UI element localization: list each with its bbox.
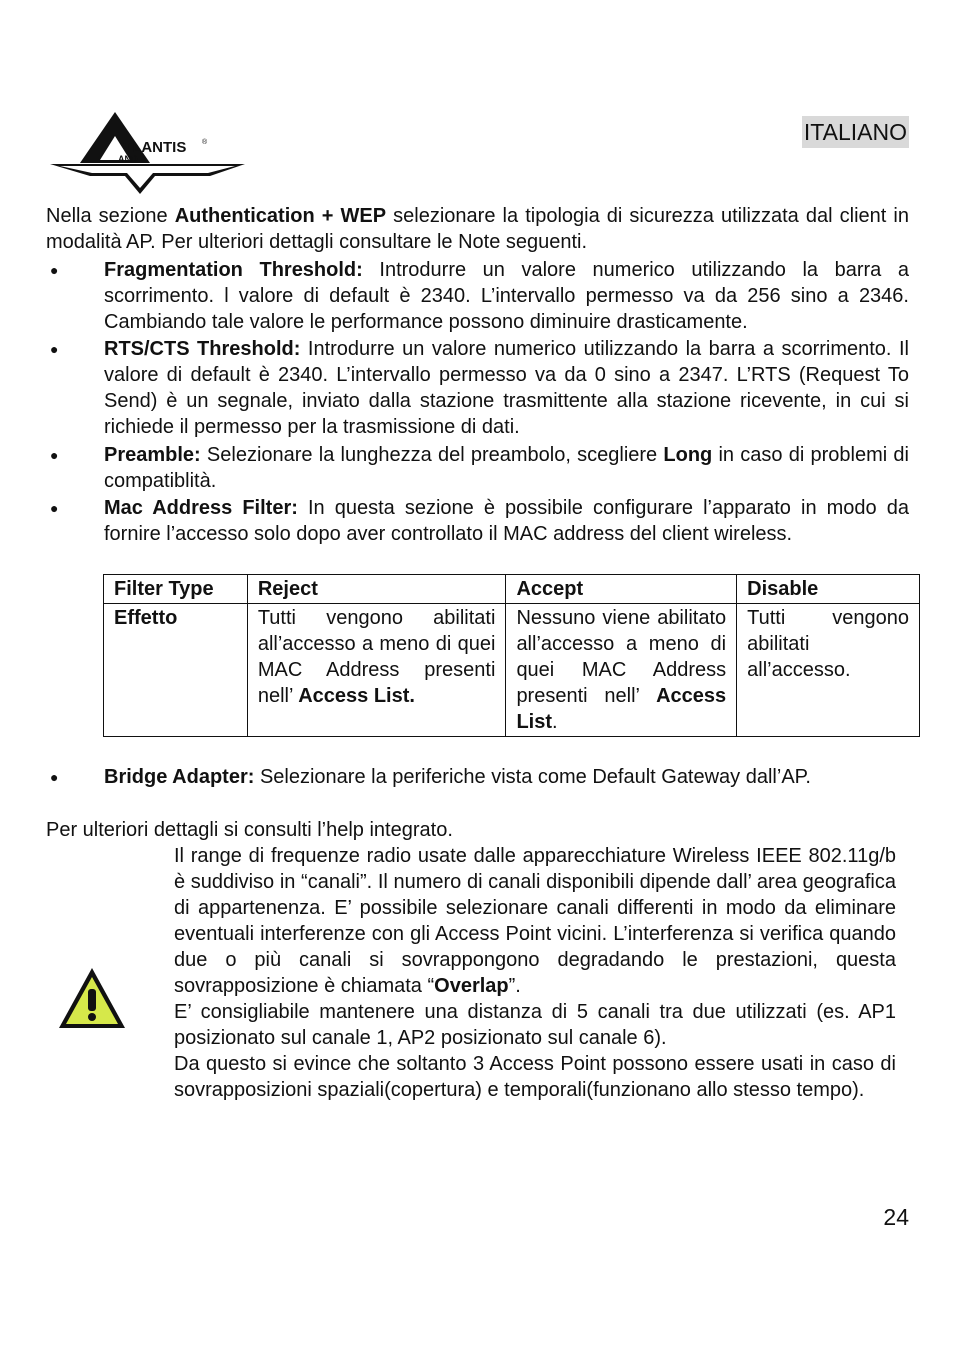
bullet-bridge-adapter: ● Bridge Adapter: Selezionare la periferiche vista come Default Gateway dall’AP. xyxy=(50,766,811,788)
bullet-mac-address-filter: ● Mac Address Filter: In questa sezione è possibile configurare l’apparato in modo da fornire l’accesso solo dopo aver controllato il MAC address del client wireless. xyxy=(50,497,909,545)
warning-text xyxy=(174,843,896,1103)
bullet-rts-cts-threshold: ● RTS/CTS Threshold: Introdurre un valore numerico utilizzando la barra a scorrimento. Il valore di default è 2340. L’intervallo permesso va da 0 sino a 2347. L’RTS (Request To Send) è un segnale, inviato dalla stazione trasmittente alla stazione ricevente, in cui si richiede il permesso per la trasmissione di dati. xyxy=(50,338,909,438)
warning-paragraph: Da questo si evince che soltanto 3 Access Point possono essere usati in caso di sovrapposizioni spaziali(copertura) e temporali(funzionano allo stesso tempo). xyxy=(174,1053,896,1101)
table-row-label: Effetto xyxy=(104,604,248,737)
bullet-icon: ● xyxy=(50,500,59,516)
accept-cell: Nessuno viene abilitato all’accesso a meno di quei MAC Address presenti nell’ Access List. xyxy=(506,604,737,737)
warning-paragraph: E’ consigliabile mantenere una distanza di 5 canali tra due utilizzati (es. AP1 posizionato sul canale 1, AP2 posizionato sul canale 6). xyxy=(174,1001,896,1049)
language-label: ITALIANO xyxy=(802,116,909,148)
warning-triangle-icon xyxy=(56,965,128,1031)
table-header-cell: Accept xyxy=(506,575,737,604)
bullet-icon: ● xyxy=(50,262,59,278)
table-header-cell: Reject xyxy=(247,575,506,604)
bullet-icon: ● xyxy=(50,341,59,357)
atlantis-land-logo xyxy=(50,108,250,198)
help-note: Per ulteriori dettagli si consulti l’help integrato. xyxy=(46,819,453,841)
bullet-icon: ● xyxy=(50,447,59,463)
table-header-cell: Filter Type xyxy=(104,575,248,604)
svg-text:TLANTIS: TLANTIS xyxy=(123,139,187,156)
svg-text:AND: AND xyxy=(118,154,138,164)
warning-paragraph: Il range di frequenze radio usate dalle apparecchiature Wireless IEEE 802.11g/b è suddiviso in “canali”. Il numero di canali disponibili dipende dall’ area geografica di appartenenza. E’ possibile selezionare canali differenti in modo da eliminare eventuali interferenze con gli Access Point vicini. L’interferenza si verifica quando due o più canali si sovrappongono degradando le prestazioni, questa sovrapposizione è chiamata “Overlap”. xyxy=(174,845,896,997)
table-header-row xyxy=(104,575,920,604)
bullet-preamble: ● Preamble: Selezionare la lunghezza del preambolo, scegliere Long in caso di problemi di compatiblità. xyxy=(50,444,909,492)
table-row xyxy=(104,604,920,737)
intro-paragraph: Nella sezione Authentication + WEP selezionare la tipologia di sicurezza utilizzata dal client in modalità AP. Per ulteriori dettagli consultare le Note seguenti. xyxy=(46,205,910,253)
mac-filter-table xyxy=(103,574,920,737)
svg-text:®: ® xyxy=(202,139,208,146)
table-header-cell: Disable xyxy=(737,575,920,604)
reject-cell: Tutti vengono abilitati all’accesso a meno di quei MAC Address presenti nell’ Access List. xyxy=(247,604,506,737)
disable-cell: Tutti vengono abilitati all’accesso. xyxy=(737,604,920,737)
page-number: 24 xyxy=(883,1204,909,1230)
bullet-icon: ● xyxy=(50,769,59,785)
bullet-fragmentation-threshold: ● Fragmentation Threshold: Introdurre un valore numerico utilizzando la barra a scorrimento. l valore di default è 2340. L’intervallo permesso va da 256 sino a 2346. Cambiando tale valore le performance possono diminuire drasticamente. xyxy=(50,259,909,333)
